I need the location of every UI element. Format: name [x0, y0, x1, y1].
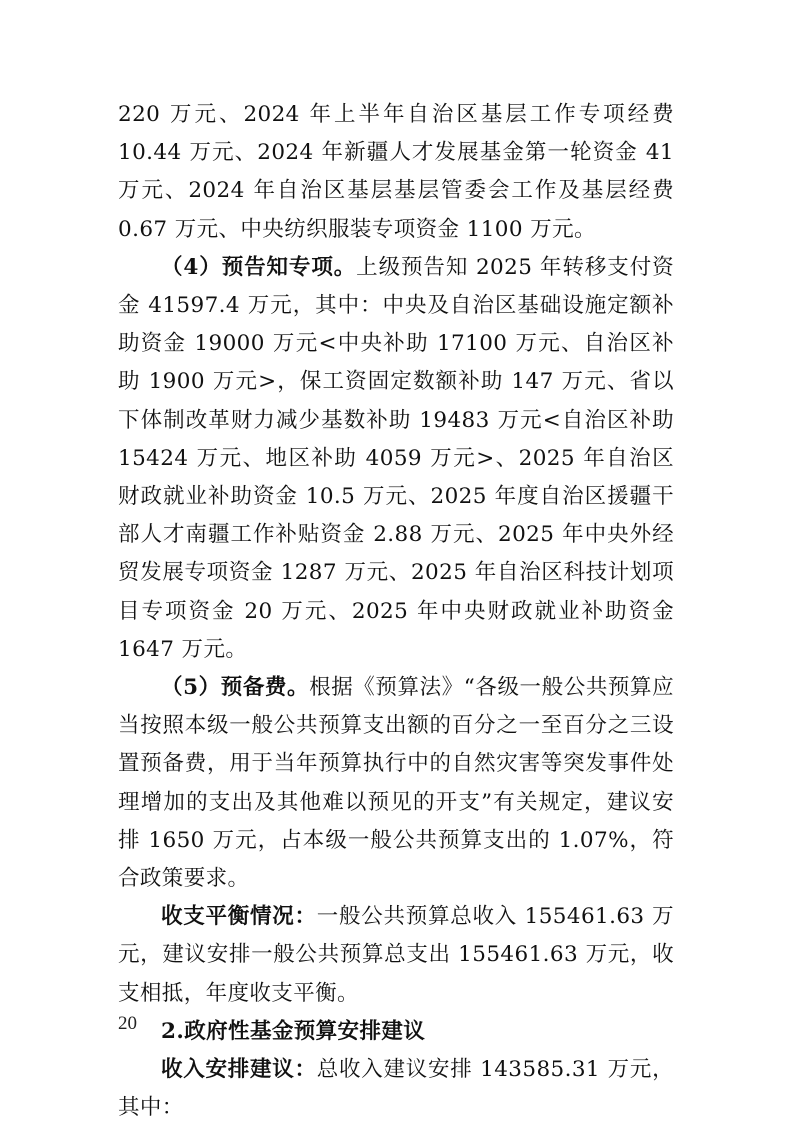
section-heading-reserve-fund: （5）预备费。	[161, 675, 310, 701]
paragraph-text: 一般公共预算总收入 155461.63 万元，建议安排一般公共预算总支出 155461.63 万元，收支相抵，年度收支平衡。	[118, 904, 674, 1006]
paragraph-continued-funds	[118, 96, 674, 249]
paragraph-text: 根据《预算法》“各级一般公共预算应当按照本级一般公共预算支出额的百分之一至百分之三设置预备费，用于当年预算执行中的自然灾害等突发事件处理增加的支出及其他难以预见的开支”有关规定，建议安排 1650 万元，占本级一般公共预算支出的 1.07%，符合政策要求。	[118, 675, 675, 892]
section-heading-balance: 收支平衡情况：	[161, 904, 317, 930]
paragraph-revenue-suggestion	[118, 1051, 674, 1127]
page-number: 20	[118, 1013, 137, 1034]
body-text	[118, 96, 674, 1127]
paragraph-balance	[118, 898, 674, 1013]
section-title-government-fund-budget: 2.政府性基金预算安排建议	[161, 1018, 426, 1044]
paragraph-advance-notice-funds	[118, 249, 674, 669]
paragraph-text: 220 万元、2024 年上半年自治区基层工作专项经费 10.44 万元、2024 年新疆人才发展基金第一轮资金 41 万元、2024 年自治区基层基层管委会工作及基层经费 0.67 万元、中央纺织服装专项资金 1100 万元。	[118, 102, 674, 242]
section-heading-advance-notice: （4）预告知专项。	[161, 254, 357, 280]
section-heading-revenue: 收入安排建议：	[161, 1057, 317, 1083]
paragraph-text: 上级预告知 2025 年转移支付资金 41597.4 万元，其中：中央及自治区基础设施定额补助资金 19000 万元<中央补助 17100 万元、自治区补助 1900 万元>，保工资固定数额补助 147 万元、省以下体制改革财力减少基数补助 19483 万元<自治区补助 15424 万元、地区补助 4059 万元>、2025 年自治区财政就业补助资金 10.5 万元、2025 年度自治区援疆干部人才南疆工作补贴资金 2.88 万元、2025 年中央外经贸发展专项资金 1287 万元、2025 年自治区科技计划项目专项资金 20 万元、2025 年中央财政就业补助资金 1647 万元。	[118, 254, 675, 662]
paragraph-reserve-fund	[118, 669, 674, 898]
paragraph-text: 总收入建议安排 143585.31 万元，其中：	[118, 1057, 674, 1121]
